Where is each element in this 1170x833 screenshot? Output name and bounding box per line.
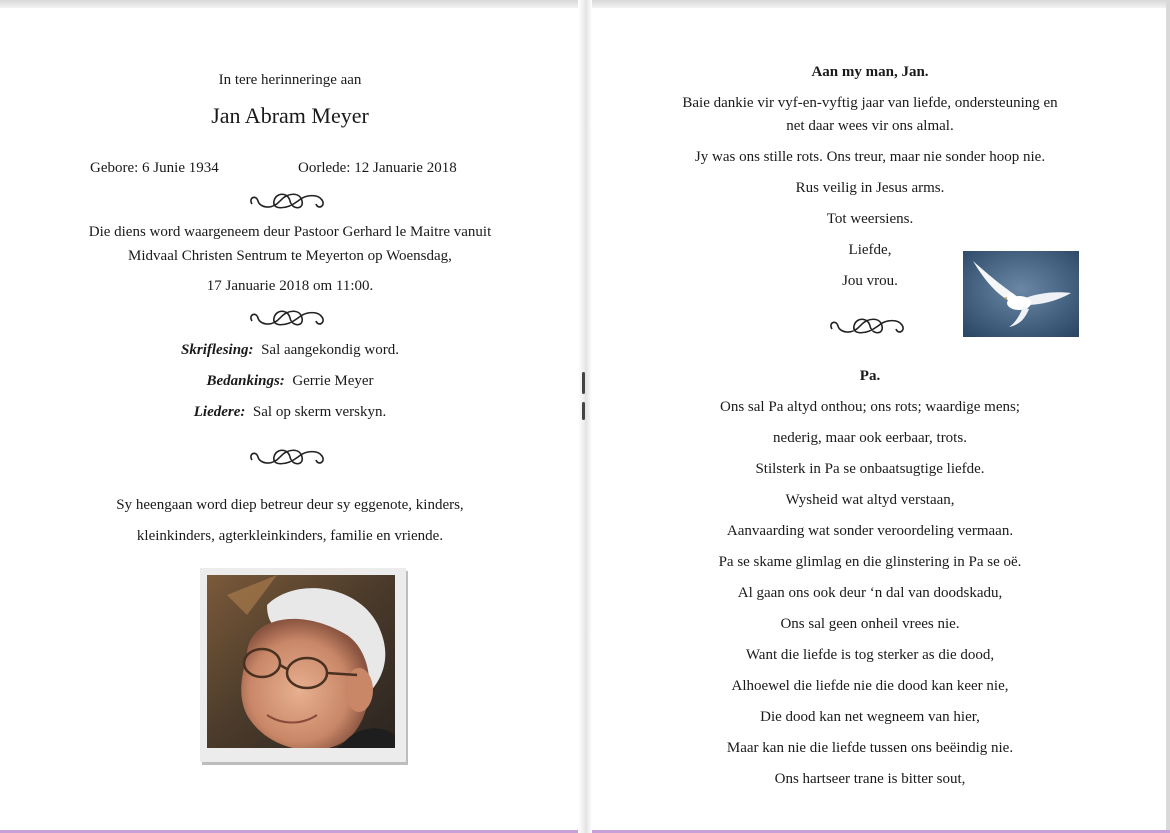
flourish-ornament-icon [246, 444, 330, 470]
poem-line: Want die liefde is tog sterker as die dood, [745, 647, 995, 663]
death-date: Oorlede: 12 Januarie 2018 [298, 160, 457, 176]
wife-line: Jy was ons stille rots. Ons treur, maar nie sonder hoop nie. [694, 149, 1046, 165]
poem-line: Alhoewel die liefde nie die dood kan keer nie, [731, 678, 1009, 694]
poem-line: Al gaan ons ook deur ‘n dal van doodskadu, [737, 585, 1003, 601]
poem-line: nederig, maar ook eerbaar, trots. [773, 430, 967, 446]
fold-mark [582, 372, 585, 394]
center-fold [578, 0, 592, 833]
songs-row [30, 402, 550, 422]
poem-line: Ons hartseer trane is bitter sout, [774, 771, 966, 787]
deceased-name: Jan Abram Meyer [211, 103, 369, 128]
wife-heading: Aan my man, Jan. [811, 64, 929, 80]
children-heading: Pa. [859, 368, 881, 384]
wife-line: Liefde, [848, 242, 892, 258]
wife-line: Tot weersiens. [826, 211, 914, 227]
service-line-1: Die diens word waargeneem deur Pastoor Gerhard le Maitre vanuit [88, 224, 492, 240]
scripture-label: Skriflesing: [181, 342, 254, 358]
intro-text: In tere herinneringe aan [218, 72, 362, 88]
poem-line: Wysheid wat altyd verstaan, [785, 492, 955, 508]
service-date: 17 Januarie 2018 om 11:00. [206, 278, 374, 294]
flourish-ornament-icon [246, 188, 330, 214]
poem-line: Die dood kan net wegneem van hier, [760, 709, 980, 725]
portrait-photo [207, 575, 395, 748]
fold-mark [582, 402, 585, 420]
scripture-value: Sal aangekondig word. [261, 342, 399, 358]
poem-line: Stilsterk in Pa se onbaatsugtige liefde. [755, 461, 985, 477]
flourish-ornament-icon [246, 305, 330, 331]
right-edge [1166, 0, 1170, 833]
mourned-line-1: Sy heengaan word diep betreur deur sy eggenote, kinders, [116, 497, 464, 513]
birth-date: Gebore: 6 Junie 1934 [90, 160, 219, 176]
right-page [640, 0, 1100, 833]
mourned-line-2: kleinkinders, agterkleinkinders, familie en vriende. [136, 528, 444, 544]
poem-line: Pa se skame glimlag en die glinstering in Pa se oë. [718, 554, 1022, 570]
flourish-ornament-icon [826, 313, 910, 339]
thanks-row [30, 371, 550, 391]
poem-line: Ons sal geen onheil vrees nie. [780, 616, 960, 632]
poem-line: Maar kan nie die liefde tussen ons beëindig nie. [726, 740, 1014, 756]
thanks-value: Gerrie Meyer [292, 373, 374, 389]
scripture-row [30, 340, 550, 360]
poem-line: Aanvaarding wat sonder veroordeling vermaan. [726, 523, 1014, 539]
poem-line: Ons sal Pa altyd onthou; ons rots; waardige mens; [720, 399, 1020, 415]
wife-line: Jou vrou. [842, 273, 898, 289]
dates-row [30, 160, 550, 180]
wife-line: Rus veilig in Jesus arms. [795, 180, 945, 196]
thanks-label: Bedankings: [206, 373, 285, 389]
wife-line: net daar wees vir ons almal. [786, 118, 954, 134]
dove-image [963, 251, 1079, 337]
songs-label: Liedere: [193, 404, 246, 420]
service-line-2: Midvaal Christen Sentrum te Meyerton op Woensdag, [128, 248, 452, 264]
songs-value: Sal op skerm verskyn. [252, 404, 387, 420]
wife-line: Baie dankie vir vyf-en-vyftig jaar van liefde, ondersteuning en [682, 95, 1058, 111]
